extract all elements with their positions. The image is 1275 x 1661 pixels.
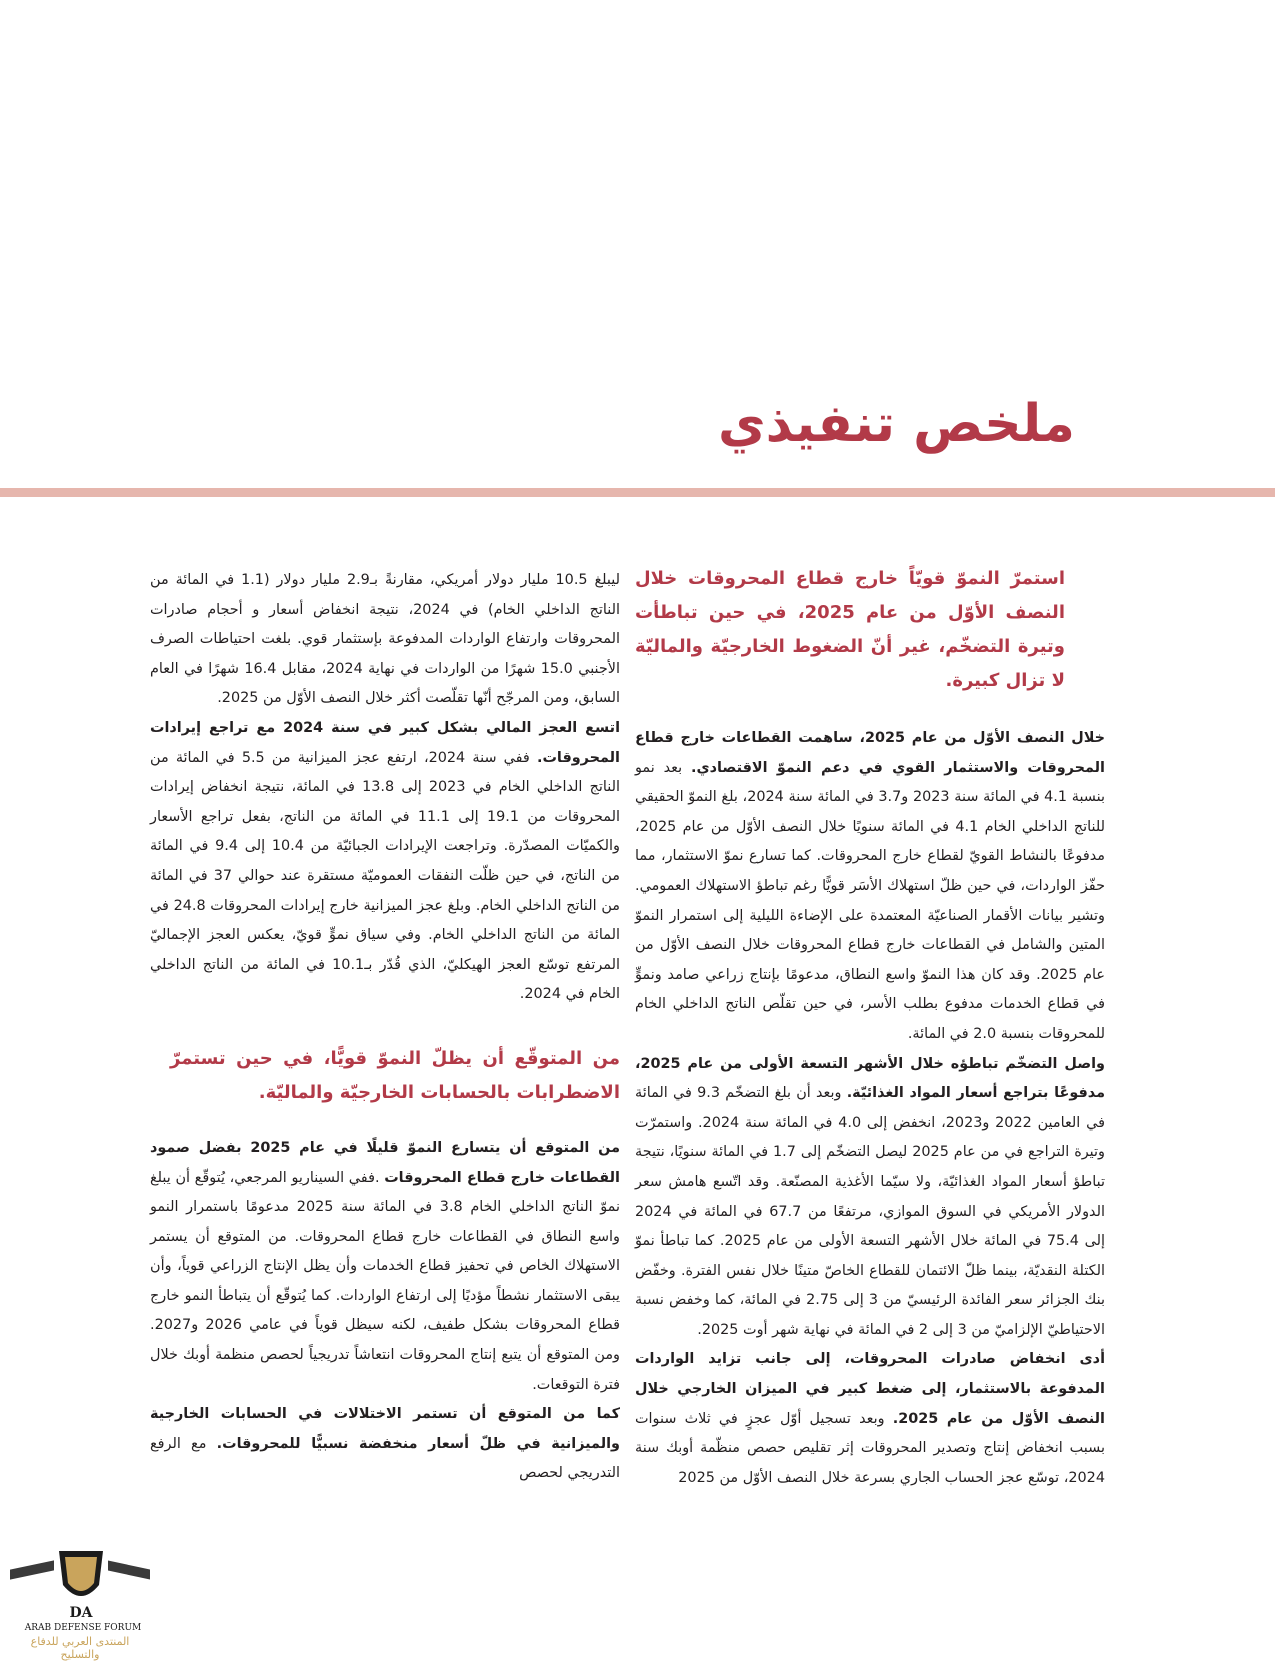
paragraph — [635, 1345, 1105, 1493]
paragraph-bold: من المتوقع أن يتسارع النموّ قليلًا في عام 2025 بفضل صمود القطاعات خارج قطاع المحروقات — [150, 1139, 620, 1186]
wing-right-icon — [108, 1561, 150, 1580]
paragraph — [150, 714, 620, 1010]
right-column — [635, 562, 1105, 1493]
paragraph-text: بعد نمو بنسبة 4.1 في المائة سنة 2023 و3.7 في المائة سنة 2024، بلغ النموّ الحقيقي للناتج الداخلي الخام 4.1 في المائة سنويًا خلال النصف الأوّل من عام 2025، مدفوعًا بالنشاط القويّ لقطاع خارج المحروقات. كما تسارع نموّ الاستثمار، مما حفّز الواردات، في حين ظلّ استهلاك الأسَر قويًّا رغم تباطؤ الاستهلاك العمومي. وتشير بيانات الأقمار الصناعيّة المعتمدة على الإضاءة الليلية إلى استمرار النموّ المتين والشامل في القطاعات خارج قطاع المحروقات خلال النصف الأوّل من عام 2025. وقد كان هذا النموّ واسع النطاق، مدعومًا بإنتاج زراعي صامد ونموٍّ في قطاع الخدمات مدفوع بطلب الأسر، في حين تقلّص الناتج الداخلي الخام للمحروقات بنسبة 2.0 في المائة. — [635, 759, 1105, 1042]
left-column — [150, 566, 620, 1489]
paragraph-text: مع الرفع التدريجي لحصص — [150, 1435, 620, 1482]
shield-icon — [55, 1545, 107, 1621]
paragraph-text: وبعد تسجيل أوّل عجزٍ في ثلاث سنوات بسبب انخفاض إنتاج وتصدير المحروقات إثر تقليص حصص منظّمة أوبك سنة 2024، توسّع عجز الحساب الجاري بسرعة خلال النصف الأوّل من 2025 — [635, 1410, 1105, 1486]
paragraph-bold: خلال النصف الأوّل من عام 2025، ساهمت القطاعات خارج قطاع المحروقات والاستثمار القوي في دعم النموّ الاقتصادي. — [635, 730, 1105, 776]
paragraph-text: وبعد أن بلغ التضخّم 9.3 في المائة في العامين 2022 و2023، انخفض إلى 4.0 في المائة سنة 2024. واستمرّت وتيرة التراجع في من عام 2025 ليصل التضخّم إلى 1.7 في المائة سنويًا، نتيجة تباطؤ أسعار المواد الغذائيّة، ولا سيّما الأغذية المصنّعة. وقد اتّسع هامش سعر الدولار الأمريكي في السوق الموازي، مرتفعًا من 67.7 في المائة في 2024 إلى 75.4 في المائة خلال الأشهر التسعة الأولى من عام 2025. كما تباطأ نموّ الكتلة النقديّة، بينما ظلّ الائتمان للقطاع الخاصّ متينًا خلال نفس الفترة. وخفّض بنك الجزائر سعر الفائدة الرئيسيّ من 3 إلى 2.75 في المائة، كما وخفض نسبة الاحتياطيّ الإلزاميّ من 3 إلى 2 في المائة في نهاية شهر أوت 2025. — [635, 1085, 1106, 1338]
watermark-logo — [10, 1545, 150, 1661]
paragraph-bold: واصل التضخّم تباطؤه خلال الأشهر التسعة الأولى من عام 2025، مدفوعًا بتراجع أسعار المواد الغذائيّة. — [635, 1055, 1105, 1102]
section-lead: استمرّ النموّ قويّاً خارج قطاع المحروقات خلال النصف الأوّل من عام 2025، في حين تباطأت وتيرة التضخّم، غير أنّ الضغوط الخارجيّة والماليّة لا تزال كبيرة. — [635, 568, 1065, 691]
paragraph — [635, 1050, 1105, 1346]
paragraph-bold: أدى انخفاض صادرات المحروقات، إلى جانب تزايد الواردات المدفوعة بالاستثمار، إلى ضغط كبير في الميزان الخارجي خلال النصف الأوّل من عام 2025. — [635, 1351, 1105, 1427]
paragraph — [635, 724, 1105, 1050]
paragraph: ليبلغ 10.5 مليار دولار أمريكي، مقارنةً بـ2.9 مليار دولار (1.1 في المائة من الناتج الداخلي الخام) في 2024، نتيجة انخفاض أسعار و أحجام صادرات المحروقات وارتفاع الواردات المدفوعة بإستثمار قوي. بلغت احتياطات الصرف الأجنبي 15.0 شهرًا من الواردات في نهاية 2024، مقابل 16.4 شهرًا في العام السابق، ومن المرجّح أنّها تقلّصت أكثر خلال النصف الأوّل من 2025. — [150, 572, 620, 707]
logo-mark: DA — [69, 1605, 93, 1621]
paragraph — [150, 1400, 620, 1489]
paragraph-text: .ففي السيناريو المرجعي، يُتوقّع أن يبلغ نموّ الناتج الداخلي الخام 3.8 في المائة سنة 2025 مدعومًا باستمرار النمو واسع النطاق في القطاعات خارج قطاع المحروقات. من المتوقع أن يستمر الاستهلاك الخاص في تحفيز قطاع الخدمات وأن يظل الإنتاج الزراعي قوياً، وأن يبقى الاستثمار نشطاً مؤديًا إلى ارتفاع الواردات. كما يُتوقّع أن يتباطأ النمو خارج قطاع المحروقات بشكل طفيف، لكنه سيظل قوياً في عامي 2026 و2027. ومن المتوقع أن يتبع إنتاج المحروقات انتعاشاً تدريجياً لحصص منظمة أوبك خلال فترة التوقعات. — [150, 1169, 620, 1393]
title-divider — [0, 488, 1275, 497]
paragraph-text: ففي سنة 2024، ارتفع عجز الميزانية من 5.5 في المائة من الناتج الداخلي الخام في 2023 إلى 13.8 في المائة، نتيجة انخفاض إيرادات المحروقات من 19.1 إلى 11.1 في المائة من الناتج، بفعل تراجع الأسعار والكميّات المصدّرة. وتراجعت الإيرادات الجبائيّة من 10.4 إلى 9.4 في المائة من الناتج، في حين ظلّت النفقات العموميّة مستقرة عند حوالي 37 في المائة من الناتج الداخلي الخام. وبلغ عجز الميزانية خارج إيرادات المحروقات 24.8 في المائة من الناتج الداخلي الخام. وفي سياق نموٍّ قويّ، يعكس العجز الإجماليّ المرتفع توسّع العجز الهيكليّ، الذي قُدّر بـ10.1 في المائة من الناتج الداخلي الخام في 2024. — [150, 749, 621, 1003]
paragraph — [150, 1134, 620, 1400]
wing-left-icon — [10, 1560, 54, 1579]
logo-name-ar: المنتدى العربي للدفاع والتسليح — [30, 1635, 130, 1661]
section-lead: من المتوقّع أن يظلّ النموّ قويًّا، في حين تستمرّ الاضطرابات بالحسابات الخارجيّة والماليّة. — [170, 1047, 620, 1103]
logo-name-en: ARAB DEFENSE FORUM — [24, 1623, 142, 1633]
paragraph-bold: كما من المتوقع أن تستمر الاختلالات في الحسابات الخارجية والميزانية في ظلّ أسعار منخفضة نسبيًّا للمحروقات. — [150, 1406, 620, 1452]
paragraph-bold: اتسع العجز المالي بشكل كبير في سنة 2024 مع تراجع إيرادات المحروقات. — [150, 719, 620, 766]
page-title: ملخص تنفيذي — [717, 394, 1075, 454]
